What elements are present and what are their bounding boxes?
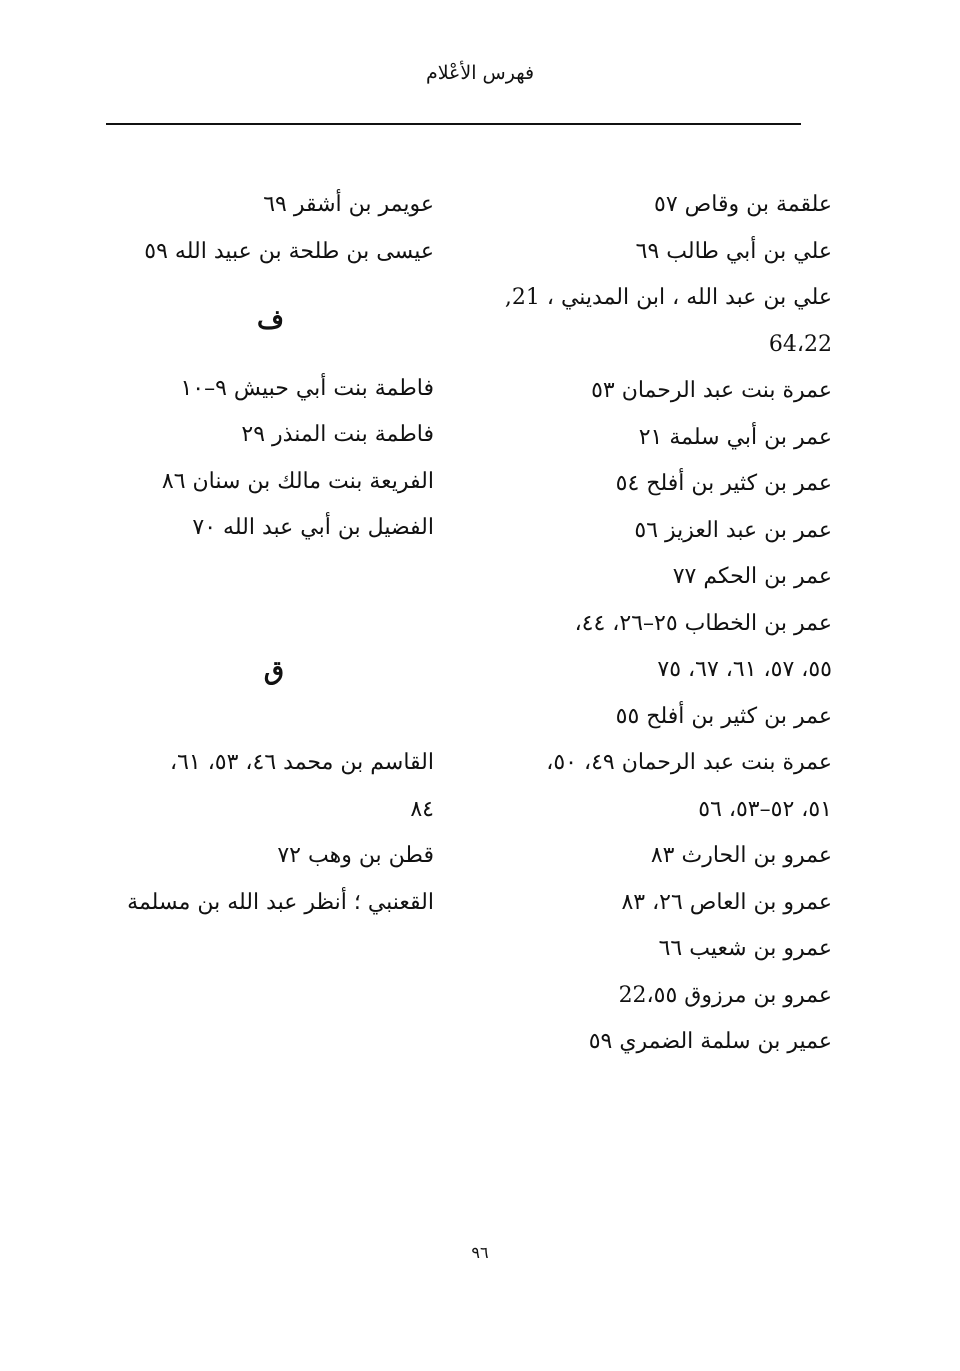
index-entry-continuation: ٥١، ٥٢–٥٣، ٥٦ [698, 796, 832, 822]
left-index-column [127, 182, 434, 926]
index-entry: عمر بن الخطاب ٢٥–٢٦، ٤٤، [574, 610, 832, 636]
section-letter-qaf: ق [263, 655, 284, 686]
index-entry: عمر بن الحكم ٧٧ [672, 564, 832, 589]
index-entry-continuation: ٨٤ [410, 796, 434, 822]
index-entry: عمرو بن شعيب ٦٦ [658, 936, 832, 961]
index-entry: عيسى بن طلحة بن عبيد الله ٥٩ [144, 238, 434, 264]
index-entry: علي بن عبد الله ، ابن المديني ، 21, [504, 285, 832, 310]
index-entry: قطن بن وهب ٧٢ [277, 843, 434, 868]
header-rule [106, 123, 801, 125]
page-header-title: فهرس الأعْلام [425, 62, 535, 84]
right-index-column [487, 182, 832, 1066]
index-entry: علقمة بن وقاص ٥٧ [654, 192, 832, 217]
index-entry: فاطمة بنت أبي حبيش ٩–١٠ [180, 375, 434, 401]
index-entry: علي بن أبي طالب ٦٩ [635, 238, 832, 264]
index-entry: عمر بن كثير بن أفلح ٥٤ [615, 471, 832, 496]
index-entry: عمرة بنت عبد الرحمان ٤٩، ٥٠، [546, 750, 832, 775]
index-entry: عمر بن أبي سلمة ٢١ [638, 424, 832, 450]
index-entry: عمير بن سلمة الضمري ٥٩ [588, 1029, 832, 1054]
section-letter-fa: ف [257, 305, 284, 335]
index-entry: عويمر بن أشقر ٦٩ [263, 192, 434, 217]
index-entry: عمر بن عبد العزيز ٥٦ [634, 517, 832, 543]
index-entry: الفريعة بنت مالك بن سنان ٨٦ [161, 468, 434, 494]
index-entry: الفضيل بن أبي عبد الله ٧٠ [192, 515, 434, 540]
index-entry: فاطمة بنت المنذر ٢٩ [241, 422, 434, 447]
index-entry: عمرو بن العاص ٢٦، ٨٣ [621, 889, 832, 915]
index-entry: القاسم بن محمد ٤٦، ٥٣، ٦١، [169, 750, 434, 775]
index-entry: عمرو بن مرزوق 22،٥٥ [618, 982, 832, 1008]
index-entry: عمر بن كثير بن أفلح ٥٥ [615, 703, 832, 729]
index-entry: عمرة بنت عبد الرحمان ٥٣ [591, 378, 832, 403]
index-entry: القعنبي ؛ أنظر عبد الله بن مسلمة [127, 889, 434, 915]
index-entry: عمرو بن الحارث ٨٣ [650, 843, 832, 868]
page-number: ٩٦ [471, 1243, 489, 1262]
index-entry-continuation: ٥٥، ٥٧، ٦١، ٦٧، ٧٥ [657, 657, 832, 682]
index-entry-continuation: 64،22 [768, 331, 832, 357]
